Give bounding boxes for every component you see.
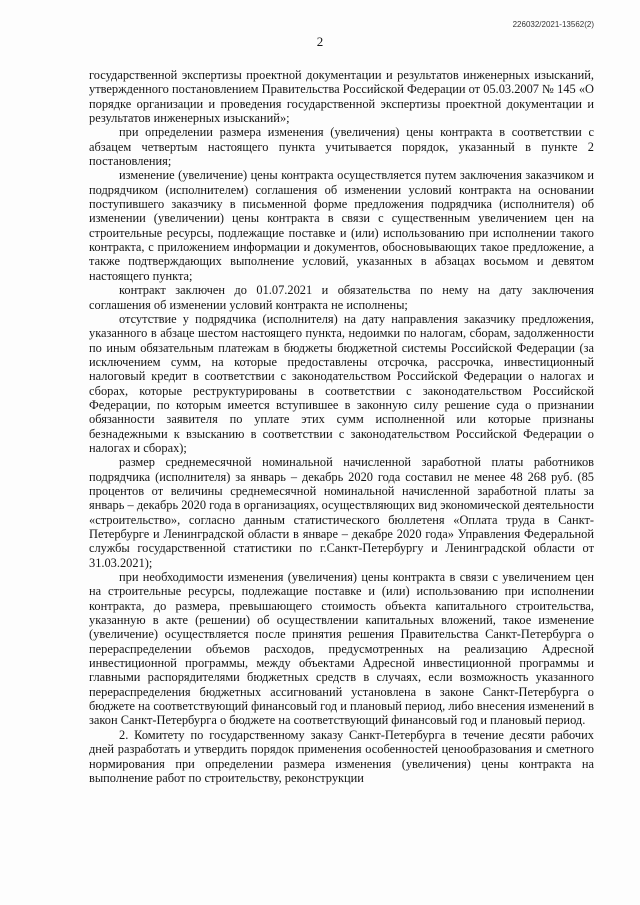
document-body	[89, 68, 594, 785]
paragraph: контракт заключен до 01.07.2021 и обязательства по нему на дату заключения соглашения об изменении условий контракта не исполнены;	[89, 283, 594, 312]
paragraph: при необходимости изменения (увеличения) цены контракта в связи с увеличением цен на строительные ресурсы, подлежащие поставке и (или) использованию при исполнении контракта, до размера, превышающего стоимость объекта капитального строительства, указанную в акте (решении) об осуществлении капитальных вложений, такое изменение (увеличение) осуществляется после принятия решения Правительства Санкт-Петербурга о перераспределении объемов расходов, предусмотренных на реализацию Адресной инвестиционной программы, между объектами Адресной инвестиционной программы и главными распорядителями бюджетных средств в случаях, если возможность указанного перераспределения бюджетных ассигнований установлена в законе Санкт-Петербурга о бюджете на соответствующий финансовый год и плановый период, либо внесения изменений в закон Санкт-Петербурга о бюджете на соответствующий финансовый год и плановый период.	[89, 570, 594, 728]
paragraph: государственной экспертизы проектной документации и результатов инженерных изысканий, утвержденного постановлением Правительства Российской Федерации от 05.03.2007 № 145 «О порядке организации и проведения государственной экспертизы проектной документации и результатов инженерных изысканий»;	[89, 68, 594, 126]
paragraph: изменение (увеличение) цены контракта осуществляется путем заключения заказчиком и подрядчиком (исполнителем) соглашения об изменении условий контракта на основании поступившего заказчику в письменной форме предложения подрядчика (исполнителя) об изменении (увеличении) цены контракта в связи с существенным увеличением цен на строительные ресурсы, подлежащие поставке и (или) использованию при исполнении такого контракта, с приложением информации и документов, обосновывающих такое предложение, а также подтверждающих выполнение условий, указанных в абзацах восьмом и девятом настоящего пункта;	[89, 168, 594, 283]
paragraph: размер среднемесячной номинальной начисленной заработной платы работников подрядчика (исполнителя) за январь – декабрь 2020 года составил не менее 48 268 руб. (85 процентов от величины среднемесячной номинальной начисленной заработной платы за январь – декабрь 2020 года в организациях, осуществляющих вид экономической деятельности «строительство», согласно данным статистического бюллетеня «Оплата труда в Санкт-Петербурге и Ленинградской области в январе – декабре 2020 года» Управления Федеральной службы государственной статистики по г.Санкт-Петербургу и Ленинградской области от 31.03.2021);	[89, 455, 594, 570]
paragraph: 2. Комитету по государственному заказу Санкт-Петербурга в течение десяти рабочих дней разработать и утвердить порядок применения особенностей ценообразования и сметного нормирования при определении размера изменения (увеличения) цены контракта на выполнение работ по строительству, реконструкции	[89, 727, 594, 785]
paragraph: отсутствие у подрядчика (исполнителя) на дату направления заказчику предложения, указанного в абзаце шестом настоящего пункта, недоимки по налогам, сборам, задолженности по иным обязательным платежам в бюджеты бюджетной системы Российской Федерации (за исключением сумм, на которые предоставлены отсрочка, рассрочка, инвестиционный налоговый кредит в соответствии с законодательством Российской Федерации о налогах и сборах, которые реструктурированы в соответствии с законодательством Российской Федерации, по которым имеется вступившее в законную силу решение суда о признании обязанности заявителя по уплате этих сумм исполненной или которые признаны безнадежными к взысканию в соответствии с законодательством Российской Федерации о налогах и сборах);	[89, 311, 594, 455]
document-number: 226032/2021-13562(2)	[512, 20, 594, 29]
page-number: 2	[316, 34, 324, 49]
paragraph: при определении размера изменения (увеличения) цены контракта в соответствии с абзацем четвертым настоящего пункта учитывается порядок, указанный в пункте 2 постановления;	[89, 125, 594, 169]
